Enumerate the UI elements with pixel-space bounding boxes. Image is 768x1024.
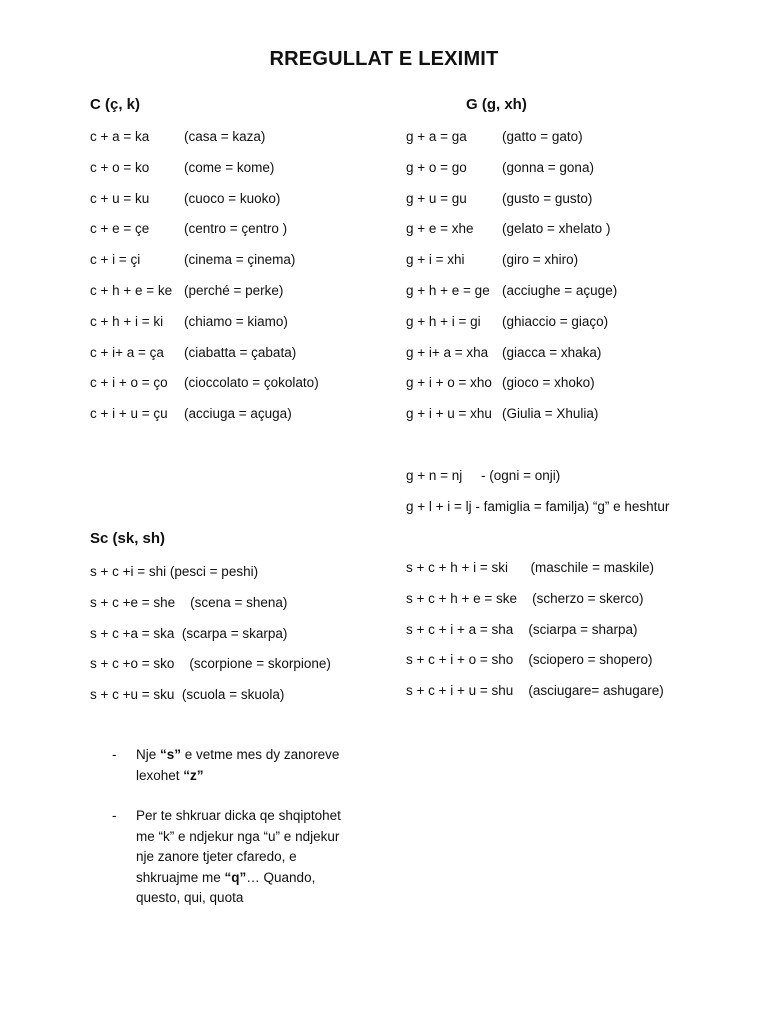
rule-example: (come = kome) [184,159,275,175]
list-item [90,374,319,405]
list-item [406,190,617,221]
list-item [406,374,617,405]
list-item [406,590,664,621]
rule-example: (perché = perke) [184,282,284,298]
list-item [90,563,331,594]
list-item [90,313,319,344]
note-item [112,806,352,909]
rule-formula: g + h + i = gi [406,313,481,329]
rule-formula: g + e = xhe [406,221,474,237]
rule-example: (gusto = gusto) [502,190,593,206]
rule-example: (cuoco = kuoko) [184,190,281,206]
page-title: RREGULLAT E LEXIMIT [269,48,499,70]
rule-text: s + c + h + e = ske (scherzo = skerco) [406,590,644,606]
rule-formula: g + o = go [406,159,467,175]
rule-formula: c + a = ka [90,129,150,144]
rule-text: s + c +u = sku (scuola = skuola) [90,687,285,703]
note-text: e vetme mes dy zanoreve lexohet [136,747,340,783]
rule-formula: c + h + e = ke [90,282,173,298]
rule-formula: g + i+ a = xha [406,344,489,360]
rule-example: (gioco = xhoko) [502,375,595,391]
list-item [90,405,319,436]
section-heading-c: C (ç, k) [90,96,141,113]
list-item [90,251,319,282]
c-rules-list [90,128,319,436]
note-text: Nje [136,747,161,762]
note-text: Per te shkruar dicka qe shqiptohet me “k” e ndjekur nga “u” e ndjekur nje zanore tjeter cfaredo, e shkruajme me [136,808,341,885]
rule-formula: g + u = gu [406,190,467,206]
rule-example: (gelato = xhelato ) [502,221,611,237]
rule-example: (ciabatta = çabata) [184,344,297,360]
rule-example: (gatto = gato) [502,129,583,144]
bullet-dash: - [112,747,117,762]
rule-formula: g + h + e = ge [406,282,490,298]
sc-rules-left-list [90,563,331,717]
note-emphasis: “z” [183,767,204,783]
rule-example: (casa = kaza) [184,129,266,144]
list-item [90,686,331,717]
list-item [406,220,617,251]
rule-example: (chiamo = kiamo) [184,313,288,329]
rule-formula: g + a = ga [406,129,467,144]
rule-formula: c + i + u = çu [90,406,168,422]
rule-example: (cinema = çinema) [184,252,296,268]
rule-formula: c + e = çe [90,221,150,237]
rule-text: s + c + i + a = sha (sciarpa = sharpa) [406,621,638,637]
list-item [406,651,664,682]
list-item [406,405,617,436]
rule-example: (gonna = gona) [502,159,594,175]
notes-list [112,745,352,929]
list-item [90,594,331,625]
list-item [406,559,664,590]
list-item [90,344,319,375]
rule-example: (giro = xhiro) [502,252,579,268]
rule-text: g + l + i = lj - famiglia = familja) “g” e heshtur [406,498,670,514]
rule-text: s + c + i + o = sho (sciopero = shopero) [406,652,653,668]
rule-example: (Giulia = Xhulia) [502,406,599,422]
note-emphasis: “s” [160,747,182,762]
list-item [90,159,319,190]
list-item [90,190,319,221]
list-item [90,655,331,686]
g-extra-list [406,467,669,529]
note-text: … Quando, questo, qui, quota [136,869,316,905]
list-item [90,282,319,313]
list-item [406,621,664,652]
rule-formula: g + i + o = xho [406,375,492,391]
list-item [406,128,617,159]
rule-formula: c + o = ko [90,159,150,175]
rule-formula: c + u = ku [90,190,150,206]
list-item [406,467,669,498]
rule-formula: g + i + u = xhu [406,406,492,422]
list-item [406,498,669,529]
rule-example: (acciuga = açuga) [184,406,292,422]
rule-formula: g + i = xhi [406,252,465,268]
rule-text: s + c +o = sko (scorpione = skorpione) [90,656,331,672]
rule-example: (acciughe = açuge) [502,282,618,298]
rule-formula: c + i+ a = ça [90,344,164,360]
rule-formula: c + h + i = ki [90,313,164,329]
list-item [406,251,617,282]
rule-text: s + c +e = she (scena = shena) [90,594,288,610]
list-item [406,344,617,375]
rule-example: (ghiaccio = giaço) [502,313,609,329]
sc-rules-right-list [406,559,664,713]
rule-formula: c + i = çi [90,252,141,268]
rule-example: (centro = çentro ) [184,221,288,237]
list-item [406,282,617,313]
list-item [90,220,319,251]
section-heading-sc: Sc (sk, sh) [90,530,166,547]
rule-example: (giacca = xhaka) [502,344,602,360]
list-item [406,313,617,344]
section-heading-g: G (g, xh) [466,96,527,113]
rule-text: s + c +a = ska (scarpa = skarpa) [90,625,288,641]
rule-text: g + n = nj - (ogni = onji) [406,468,561,483]
list-item [406,682,664,713]
rule-formula: c + i + o = ço [90,375,168,391]
list-item [406,159,617,190]
rule-text: s + c + i + u = shu (asciugare= ashugare) [406,683,664,699]
rule-text: s + c + h + i = ski (maschile = maskile) [406,560,654,575]
bullet-dash: - [112,808,117,823]
g-rules-list [406,128,617,436]
rule-example: (cioccolato = çokolato) [184,375,319,391]
rule-text: s + c +i = shi (pesci = peshi) [90,564,259,579]
list-item [90,128,319,159]
note-item [112,745,352,786]
note-emphasis: “q” [224,869,247,885]
list-item [90,625,331,656]
